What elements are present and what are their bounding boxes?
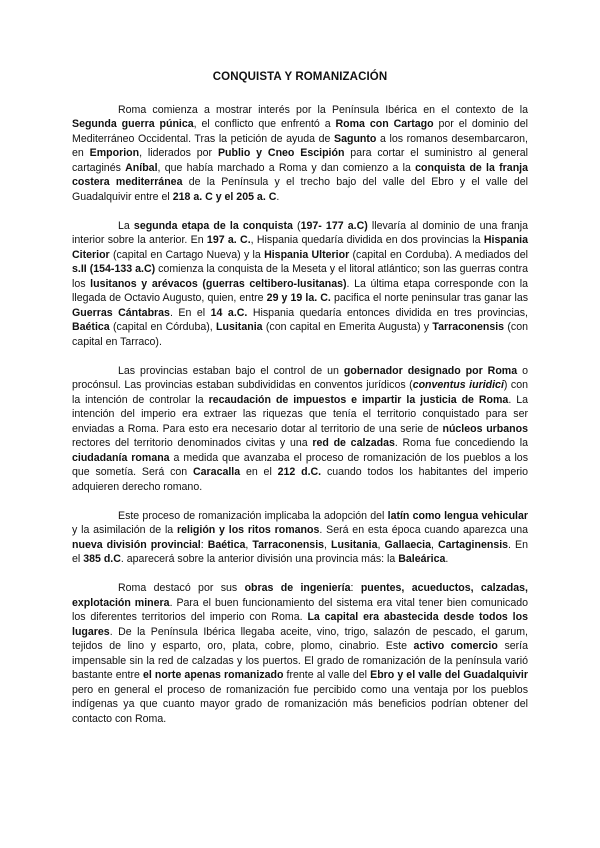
bold-text-run: segunda etapa de la conquista	[133, 219, 293, 232]
paragraph-2	[72, 219, 528, 350]
bold-text-run: Guerras Cántabras	[72, 306, 170, 319]
text-run: a medida que avanzaba el proceso de romanización de los pueblos a los que sometía. Será con	[72, 451, 528, 478]
bold-text-run: gobernador designado por Roma	[343, 364, 518, 377]
text-run: Las provincias estaban bajo el control de un	[118, 364, 344, 377]
bold-text-run: latín como lengua vehicular	[387, 509, 528, 522]
text-run: de la Península y el trecho bajo del valle del Ebro y el valle del Guadalquivir entre el	[72, 176, 529, 203]
text-run: . Será en esta época cuando aparezca una	[319, 524, 529, 536]
text-run: llevaría al dominio de una franja interior sobre la anterior. En	[72, 219, 528, 246]
bold-text-run: conquista de la franja costera mediterránea	[72, 161, 528, 188]
bold-text-run: Ebro y el valle del Guadalquivir	[370, 669, 528, 681]
bold-text-run: 212 d.C.	[277, 466, 322, 478]
bold-text-run: 197- 177 a.C)	[300, 219, 368, 232]
bold-text-run: activo comercio	[413, 640, 498, 652]
text-run: , Hispania quedaría dividida en dos provincias la	[250, 234, 484, 246]
bold-text-run: Tarraconensis	[252, 538, 325, 551]
text-run: (con capital en Tarraco).	[72, 321, 528, 348]
bold-text-run: conventus iuridici	[412, 379, 504, 391]
text-run: .	[276, 190, 280, 203]
bold-text-run: obras de ingeniería	[244, 582, 351, 594]
bold-text-run: 218 a. C y el 205 a. C	[172, 190, 277, 203]
text-run: Roma comienza a mostrar interés por la Península Ibérica en el contexto de la	[118, 103, 528, 116]
paragraph-5	[72, 581, 528, 726]
text-run: . En el	[169, 306, 211, 319]
bold-text-run: Publio y Cneo Escipión	[217, 147, 345, 159]
text-run: sería impensable sin la red de calzadas y los puertos. El grado de romanización de la península varió bastante entre	[72, 640, 528, 681]
bold-text-run: Segunda guerra púnica	[72, 118, 194, 130]
bold-text-run: el norte apenas romanizado	[142, 669, 284, 681]
text-run: (	[292, 219, 301, 232]
bold-text-run: La capital era abastecida desde todos los lugares	[72, 611, 528, 638]
bold-text-run: núcleos urbanos	[442, 422, 528, 435]
bold-text-run: 14 a.C.	[210, 306, 248, 319]
bold-text-run: Tarraconensis	[432, 321, 505, 333]
bold-text-run: Gallaecia	[384, 538, 432, 551]
text-run: ) con la intención de controlar la	[72, 379, 529, 406]
bold-text-run: 29 y 19 la. C.	[266, 292, 331, 304]
text-run: . La intención del imperio era extraer las riquezas que tenía el territorio conquistado para ser enviadas a Roma. Para esto era necesario dotar al territorio de una serie de	[72, 393, 528, 435]
text-run: . Para el buen funcionamiento del sistema era vital tener bien comunicado los diferentes territorios del imperio con Roma.	[72, 596, 528, 623]
bold-text-run: Cartaginensis	[437, 538, 509, 551]
paragraph-3	[72, 364, 528, 495]
text-run: pacifica el norte peninsular tras ganar las	[330, 292, 529, 304]
text-run: . aparecerá sobre la anterior división una provincia más: la	[120, 553, 399, 565]
text-run: en el	[240, 466, 278, 478]
paragraph-4	[72, 509, 528, 567]
bold-text-run: recaudación de impuestos e impartir la justicia de Roma	[208, 393, 509, 406]
bold-text-run: Baética	[72, 321, 110, 333]
text-run: ,	[431, 538, 438, 551]
bold-text-run: Baleárica	[398, 553, 446, 565]
document-page	[72, 70, 528, 741]
text-run: (capital en Córduba),	[109, 321, 217, 333]
bold-text-run: Caracalla	[193, 466, 241, 478]
text-run: para cortar el suministro al general cartaginés	[72, 147, 528, 174]
text-run: , el conflicto que enfrentó a	[193, 118, 336, 130]
text-run: ,	[324, 538, 331, 551]
bold-text-run: nueva división provincial	[72, 538, 201, 551]
bold-text-run: s.II (154-133 a.C)	[72, 263, 156, 275]
text-run: La	[118, 219, 134, 232]
bold-text-run: Sagunto	[334, 132, 377, 145]
text-run: .	[445, 553, 449, 565]
bold-text-run: Baética	[207, 538, 246, 551]
text-run: , que había marchado a Roma y dan comienzo a la	[157, 161, 416, 174]
bold-text-run: Hispania Citerior	[72, 234, 528, 261]
bold-text-run: Emporion	[89, 147, 140, 159]
bold-text-run: Hispania Ulterior	[264, 248, 350, 261]
text-run: :	[200, 538, 208, 551]
text-run: (con capital en Emerita Augusta) y	[262, 321, 433, 333]
text-run: . Roma fue concediendo la	[394, 437, 529, 449]
bold-text-run: 197 a. C.	[206, 234, 251, 246]
bold-text-run: Lusitania	[216, 321, 263, 333]
text-run: , liderados por	[139, 147, 218, 159]
text-run: Roma destacó por sus	[118, 582, 245, 594]
text-run: ,	[245, 538, 253, 551]
text-run: Hispania quedaría entonces dividida en tres provincias,	[247, 306, 528, 319]
bold-text-run: puentes, acueductos, calzadas, explotación minera	[72, 582, 528, 609]
text-run: (capital en Corduba). A mediados del	[349, 248, 528, 261]
text-run: cuando todos los habitantes del imperio adquieren derecho romano.	[72, 466, 528, 493]
text-run: . En el	[72, 538, 528, 565]
bold-text-run: Aníbal	[125, 161, 158, 174]
text-run: por el dominio del Mediterráneo Occidental. Tras la petición de ayuda de	[72, 118, 528, 145]
text-run: a los romanos desembarcaron, en	[72, 132, 528, 159]
text-run: o procónsul. Las provincias estaban subdivididas en conventos jurídicos (	[72, 364, 528, 391]
text-run: pero en general el proceso de romanización fue percibido como una ventaja por los pueblos indígenas ya que cuanto mayor grado de romanización más beneficios podrían obtener del contacto con Roma.	[72, 683, 528, 725]
text-run: . De la Península Ibérica llegaba aceite, vino, trigo, salazón de pescado, el garum, tejidos de lino y esparto, oro, plata, cobre, plomo, cinabrio. Este	[72, 625, 528, 652]
document-title: CONQUISTA Y ROMANIZACIÓN	[212, 71, 388, 83]
text-run: rectores del territorio denominados civitas y una	[72, 437, 313, 449]
text-run: . La última etapa corresponde con la llegada de Octavio Augusto, quien, entre	[72, 277, 528, 304]
text-run: frente al valle del	[283, 669, 371, 681]
text-run: :	[350, 582, 361, 594]
bold-text-run: lusitanos y arévacos (guerras celtibero-lusitanas)	[90, 277, 347, 290]
bold-text-run: red de calzadas	[312, 437, 395, 449]
text-run: (capital en Cartago Nueva) y la	[109, 248, 265, 261]
text-run: comienza la conquista de la Meseta y el litoral atlántico; son las guerras contra los	[72, 263, 529, 290]
bold-text-run: Lusitania	[331, 538, 378, 551]
text-run: Este proceso de romanización implicaba la adopción del	[118, 509, 388, 522]
bold-text-run: Roma con Cartago	[335, 118, 434, 130]
bold-text-run: 385 d.C	[83, 553, 121, 565]
text-run: ,	[377, 538, 385, 551]
bold-text-run: ciudadanía romana	[72, 451, 170, 464]
paragraph-1	[72, 103, 528, 205]
text-run: y la asimilación de la	[72, 524, 177, 536]
bold-text-run: religión y los ritos romanos	[177, 524, 320, 536]
